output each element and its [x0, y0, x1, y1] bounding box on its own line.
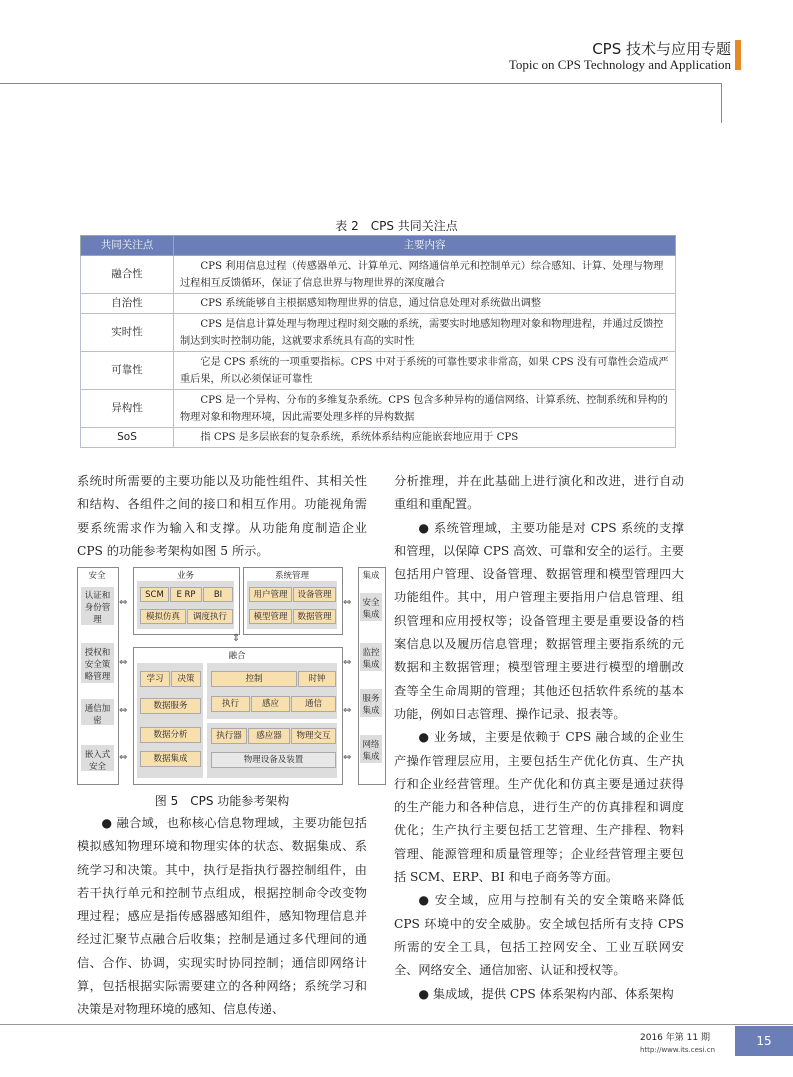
table-header-row — [81, 236, 676, 256]
running-header-subtitle: Topic on CPS Technology and Application — [508, 57, 731, 72]
body-paragraph: 系统时所需要的主要功能以及功能性组件、其相关性和结构、各组件之间的接口和相互作用。功能视角需要系统需求作为输入和支撑。从功能角度制造企业 CPS 的功能参考架构如图 5 所示。 — [77, 474, 367, 558]
business-item: 调度执行 — [187, 609, 233, 624]
double-arrow-icon: ⇔ — [343, 752, 352, 763]
fusion-domain-title: 融合 — [228, 651, 246, 661]
table-cell-key: 异构性 — [81, 390, 174, 428]
left-column-top — [77, 470, 367, 563]
fusion-item: 执行器 — [211, 728, 247, 744]
journal-url: http://www.its.cesi.cn — [640, 1046, 716, 1054]
double-arrow-icon: ⇔ — [119, 597, 128, 608]
table-cell-key: 融合性 — [81, 256, 174, 294]
integration-item: 监控集成 — [362, 648, 380, 670]
concerns-table — [80, 235, 676, 448]
double-arrow-icon: ⇔ — [119, 657, 128, 668]
integration-domain-title: 集成 — [362, 571, 380, 581]
header-rule-vertical — [721, 83, 722, 123]
table-cell-key: SoS — [81, 428, 174, 448]
security-domain-title: 安全 — [88, 571, 106, 581]
fusion-item: 数据集成 — [140, 751, 201, 767]
fusion-item: 执行 — [211, 696, 250, 712]
fusion-item: 数据服务 — [140, 698, 201, 714]
footer-rule — [0, 1024, 793, 1025]
business-item: SCM — [140, 587, 169, 602]
double-arrow-icon: ⇔ — [343, 597, 352, 608]
body-paragraph: ● 系统管理域，主要功能是对 CPS 系统的支撑和管理，以保障 CPS 高效、可靠和安全的运行。主要包括用户管理、设备管理、数据管理和模型管理四大功能组件。其中，用户管理主要指用户信息管理、组织管理和应用授权等；设备管理主要是重要设备的档案信息以及履历信息管理；数据管理主要指系统的元数据和主数据管理；模型管理主要进行模型的增删改查等全生命周期的管理；其他还包括软件系统的基本功能，例如日志管理、操作记录、报表等。 — [394, 520, 684, 721]
double-arrow-icon: ⇔ — [343, 657, 352, 668]
sysmgmt-item: 用户管理 — [249, 587, 292, 602]
sysmgmt-item: 模型管理 — [249, 609, 292, 624]
table-row — [81, 390, 676, 428]
running-header-title: CPS 技术与应用专题 — [592, 40, 731, 58]
table-row — [81, 256, 676, 294]
double-arrow-icon: ⇔ — [119, 752, 128, 763]
fusion-item: 决策 — [171, 671, 201, 687]
table-cell-value: 它是 CPS 系统的一项重要指标。CPS 中对于系统的可靠性要求非常高，如果 CPS 没有可靠性会造成严重后果，所以必须保证可靠性 — [174, 352, 676, 390]
fusion-item: 数据分析 — [140, 727, 201, 743]
body-paragraph: 分析推理，并在此基础上进行演化和改进，进行自动重组和重配置。 — [394, 474, 684, 512]
header-rule — [0, 83, 722, 84]
double-arrow-icon: ⇔ — [343, 705, 352, 716]
sysmgmt-item: 设备管理 — [293, 587, 336, 602]
fusion-item: 控制 — [211, 671, 297, 687]
issue-date: 2016 年第 11 期 — [640, 1033, 710, 1043]
table-row — [81, 314, 676, 352]
table-row — [81, 352, 676, 390]
security-item: 认证和身份管理 — [84, 591, 111, 625]
fusion-item: 感应器 — [248, 728, 290, 744]
integration-item: 服务集成 — [362, 694, 380, 716]
body-paragraph: ● 安全域，应用与控制有关的安全策略来降低 CPS 环境中的安全威胁。安全域包括所有支持 CPS 所需的安全工具，包括工控网安全、工业互联网安全、网络安全、通信加密、认证和授权等。 — [394, 893, 684, 978]
figure-cps-architecture — [75, 565, 386, 787]
table-cell-key: 实时性 — [81, 314, 174, 352]
table-header-key: 共同关注点 — [81, 236, 174, 256]
security-item: 授权和安全策略管理 — [84, 648, 111, 682]
body-paragraph: ● 融合域，也称核心信息物理域，主要功能包括模拟感知物理环境和物理实体的状态、数据集成、系统学习和决策。其中，执行是指执行器控制组件，由若干执行单元和控制节点组成，根据控制命令改变物理过程；感应是指传感器感知组件，感知物理信息并经过汇聚节点融合后收集；控制是通过多代理间的通信、合作、协调，实现实时协同控制；通信即网络计算，包括根据实际需要建立的各种网络；系统学习和决策是对物理环境的感知、信息传递、 — [77, 816, 367, 1017]
fusion-item: 通信 — [291, 696, 336, 712]
figure-caption: 图 5 CPS 功能参考架构 — [154, 794, 290, 808]
vertical-double-arrow-icon: ⇕ — [232, 633, 241, 644]
integration-item: 网络集成 — [362, 740, 380, 762]
integration-item: 安全集成 — [362, 598, 380, 620]
double-arrow-icon: ⇔ — [119, 705, 128, 716]
table-cell-value: CPS 系统能够自主根据感知物理世界的信息，通过信息处理对系统做出调整 — [174, 294, 676, 314]
fusion-item: 物理交互 — [291, 728, 336, 744]
right-column — [394, 470, 684, 1006]
business-item: E RP — [170, 587, 202, 602]
table-cell-value: 指 CPS 是多层嵌套的复杂系统，系统体系结构应能嵌套地应用于 CPS — [174, 428, 676, 448]
header-accent-bar — [735, 40, 741, 70]
sysmgmt-item: 数据管理 — [293, 609, 336, 624]
table-row — [81, 294, 676, 314]
business-domain-title: 业务 — [176, 571, 194, 581]
business-item: 模拟仿真 — [140, 609, 186, 624]
fusion-item: 学习 — [140, 671, 170, 687]
table-header-value: 主要内容 — [174, 236, 676, 256]
sysmgmt-domain-title: 系统管理 — [274, 571, 309, 581]
table-cell-value: CPS 利用信息过程（传感器单元、计算单元、网络通信单元和控制单元）综合感知、计算、处理与物理过程相互反馈循环，保证了信息世界与物理世界的深度融合 — [174, 256, 676, 294]
body-paragraph: ● 集成域，提供 CPS 体系架构内部、体系架构 — [418, 986, 674, 1001]
security-item: 嵌入式安全 — [84, 750, 111, 772]
table-cell-value: CPS 是信息计算处理与物理过程时刻交融的系统，需要实时地感知物理对象和物理进程，并通过反馈控制达到实时控制功能，这就要求系统具有高的实时性 — [174, 314, 676, 352]
table-cell-value: CPS 是一个异构、分布的多维复杂系统。CPS 包含多种异构的通信网络、计算系统、控制系统和异构的物理对象和物理环境，因此需要处理多样的异构数据 — [174, 390, 676, 428]
table-cell-key: 自治性 — [81, 294, 174, 314]
fusion-item: 感应 — [251, 696, 290, 712]
fusion-item: 时钟 — [298, 671, 336, 687]
table-cell-key: 可靠性 — [81, 352, 174, 390]
security-item: 通信加密 — [84, 704, 111, 726]
body-paragraph: ● 业务域，主要是依赖于 CPS 融合域的企业生产操作管理层应用，主要包括生产优化仿真、生产执行和企业经营管理。生产优化和仿真主要是通过获得的生产能力和各种信息，进行生产的仿真排程和调度优化；生产执行主要包括工艺管理、生产排程、物料管理、能源管理和质量管理等；企业经营管理主要包括 SCM、ERP、BI 和电子商务等方面。 — [394, 730, 684, 885]
page-number: 15 — [735, 1026, 793, 1056]
table-title: 表 2 CPS 共同关注点 — [335, 219, 458, 233]
business-item: BI — [203, 587, 233, 602]
table-row — [81, 428, 676, 448]
fusion-item: 物理设备及装置 — [211, 752, 336, 768]
left-column-bottom — [77, 812, 367, 1022]
